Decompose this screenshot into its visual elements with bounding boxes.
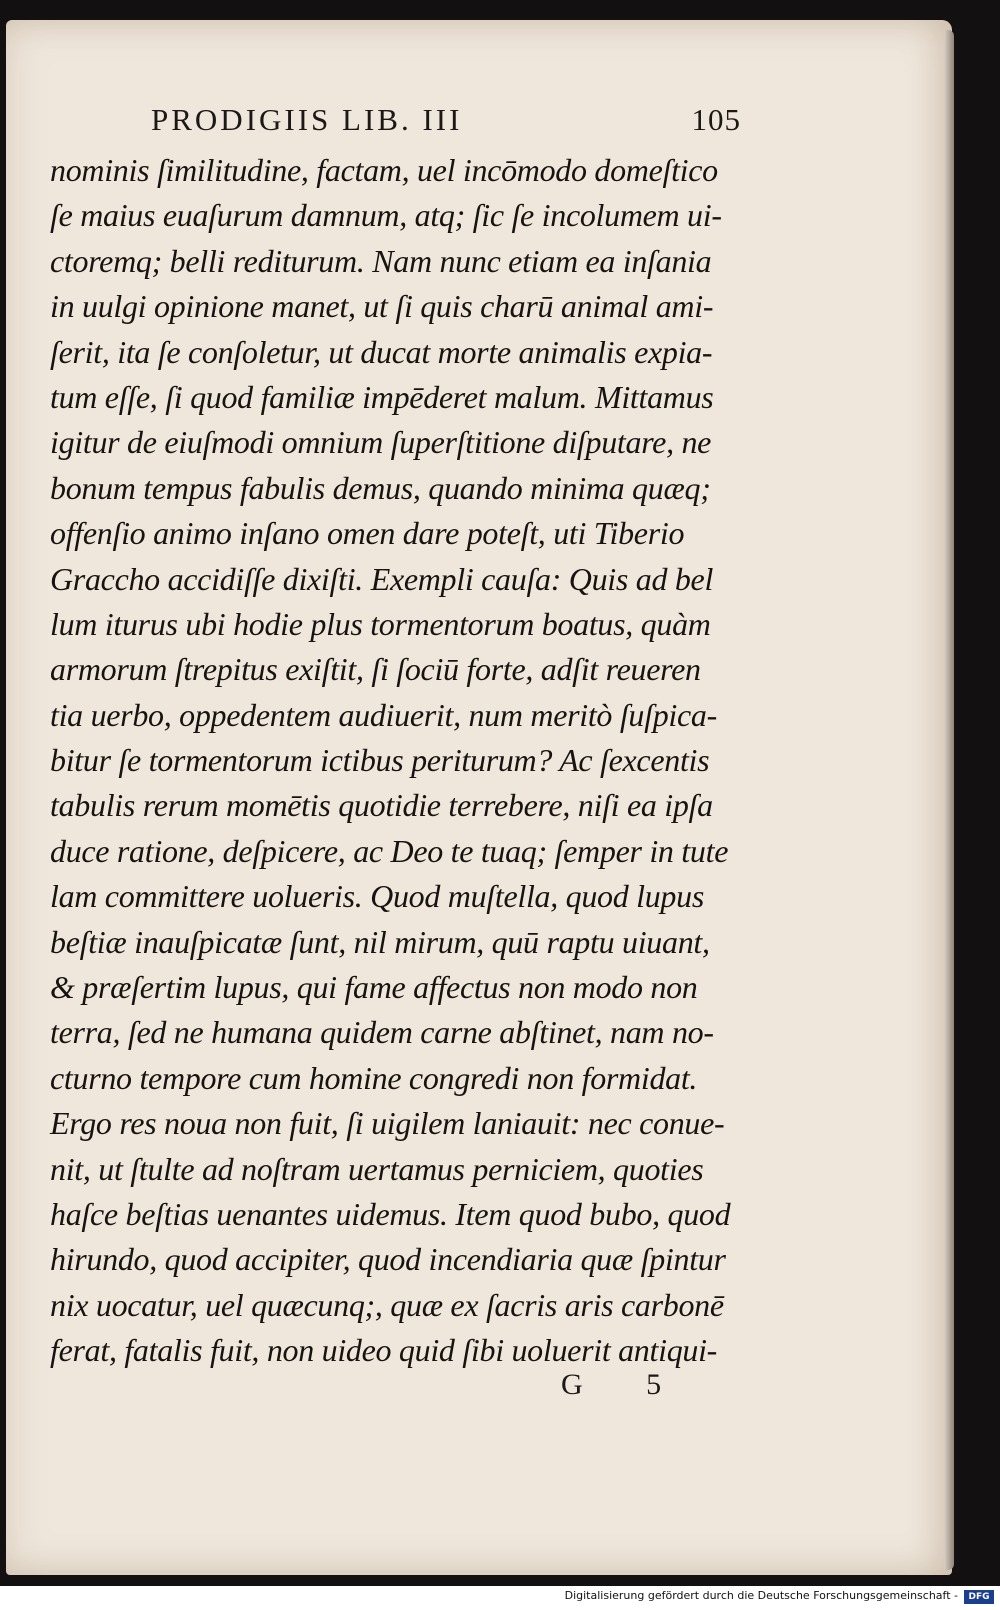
signature-mark: G 5 (561, 1368, 690, 1401)
text-line: terra, ſed ne humana quidem carne abſtinet, nam no- (50, 1014, 714, 1051)
text-line: nix uocatur, uel quæcunq;, quæ ex ſacris aris carbonē (50, 1286, 724, 1323)
text-line: offenſio animo inſano omen dare poteſt, uti Tiberio (50, 515, 685, 552)
text-line: bitur ſe tormentorum ictibus periturum? Ac ſexcentis (50, 742, 710, 779)
text-line: nit, ut ſtulte ad noſtram uertamus perniciem, quoties (50, 1150, 704, 1187)
text-line: tia uerbo, oppedentem audiuerit, num meritò ſuſpica- (50, 696, 717, 733)
text-line: beſtiæ inauſpicatæ ſunt, nil mirum, quū raptu uiuant, (50, 923, 710, 960)
text-block (50, 148, 750, 1374)
text-line: tabulis rerum momētis quotidie terrebere, niſi ea ipſa (50, 787, 713, 824)
text-line: tum eſſe, ſi quod familiæ impēderet malum. Mittamus (50, 378, 714, 415)
text-line: ſe maius euaſurum damnum, atq; ſic ſe incolumem ui- (50, 197, 722, 234)
text-line: & præſertim lupus, qui fame affectus non modo non (50, 969, 698, 1006)
text-line: Graccho accidiſſe dixiſti. Exempli cauſa: Quis ad bel (50, 560, 714, 597)
footer-credit: Digitalisierung gefördert durch die Deutsche Forschungsgemeinschaft - (564, 1589, 958, 1602)
page-edge (944, 30, 954, 1570)
book-page (6, 20, 952, 1575)
text-line: cturno tempore cum homine congredi non formidat. (50, 1059, 698, 1096)
text-line: ferat, fatalis fuit, non uideo quid ſibi uoluerit antiqui- (50, 1332, 718, 1369)
footer-strip (0, 1586, 1000, 1610)
text-line: ctoremq; belli rediturum. Nam nunc etiam ea inſania (50, 242, 712, 279)
text-line: bonum tempus fabulis demus, quando minima quæq; (50, 469, 711, 506)
text-line: igitur de eiuſmodi omnium ſuperſtitione diſputare, ne (50, 424, 712, 461)
text-line: ſerit, ita ſe conſoletur, ut ducat morte animalis expia- (50, 333, 713, 370)
dfg-logo: DFG (964, 1590, 994, 1604)
text-line: lam committere uolueris. Quod muſtella, quod lupus (50, 878, 704, 915)
text-line: lum iturus ubi hodie plus tormentorum boatus, quàm (50, 605, 711, 642)
running-head-title: PRODIGIIS LIB. III (151, 102, 463, 137)
text-line: haſce beſtias uenantes uidemus. Item quod bubo, quod (50, 1195, 731, 1232)
text-line: Ergo res noua non fuit, ſi uigilem laniauit: nec conue- (50, 1105, 725, 1142)
text-line: armorum ſtrepitus exiſtit, ſi ſociū forte, adſit reueren (50, 651, 701, 688)
running-head (151, 102, 741, 142)
text-line: nominis ſimilitudine, factam, uel incōmodo domeſtico (50, 152, 718, 188)
page-number: 105 (691, 102, 741, 137)
text-line: hirundo, quod accipiter, quod incendiaria quæ ſpintur (50, 1241, 726, 1278)
text-line: duce ratione, deſpicere, ac Deo te tuaq; ſemper in tute (50, 832, 729, 869)
text-line: in uulgi opinione manet, ut ſi quis charū animal ami- (50, 288, 714, 325)
